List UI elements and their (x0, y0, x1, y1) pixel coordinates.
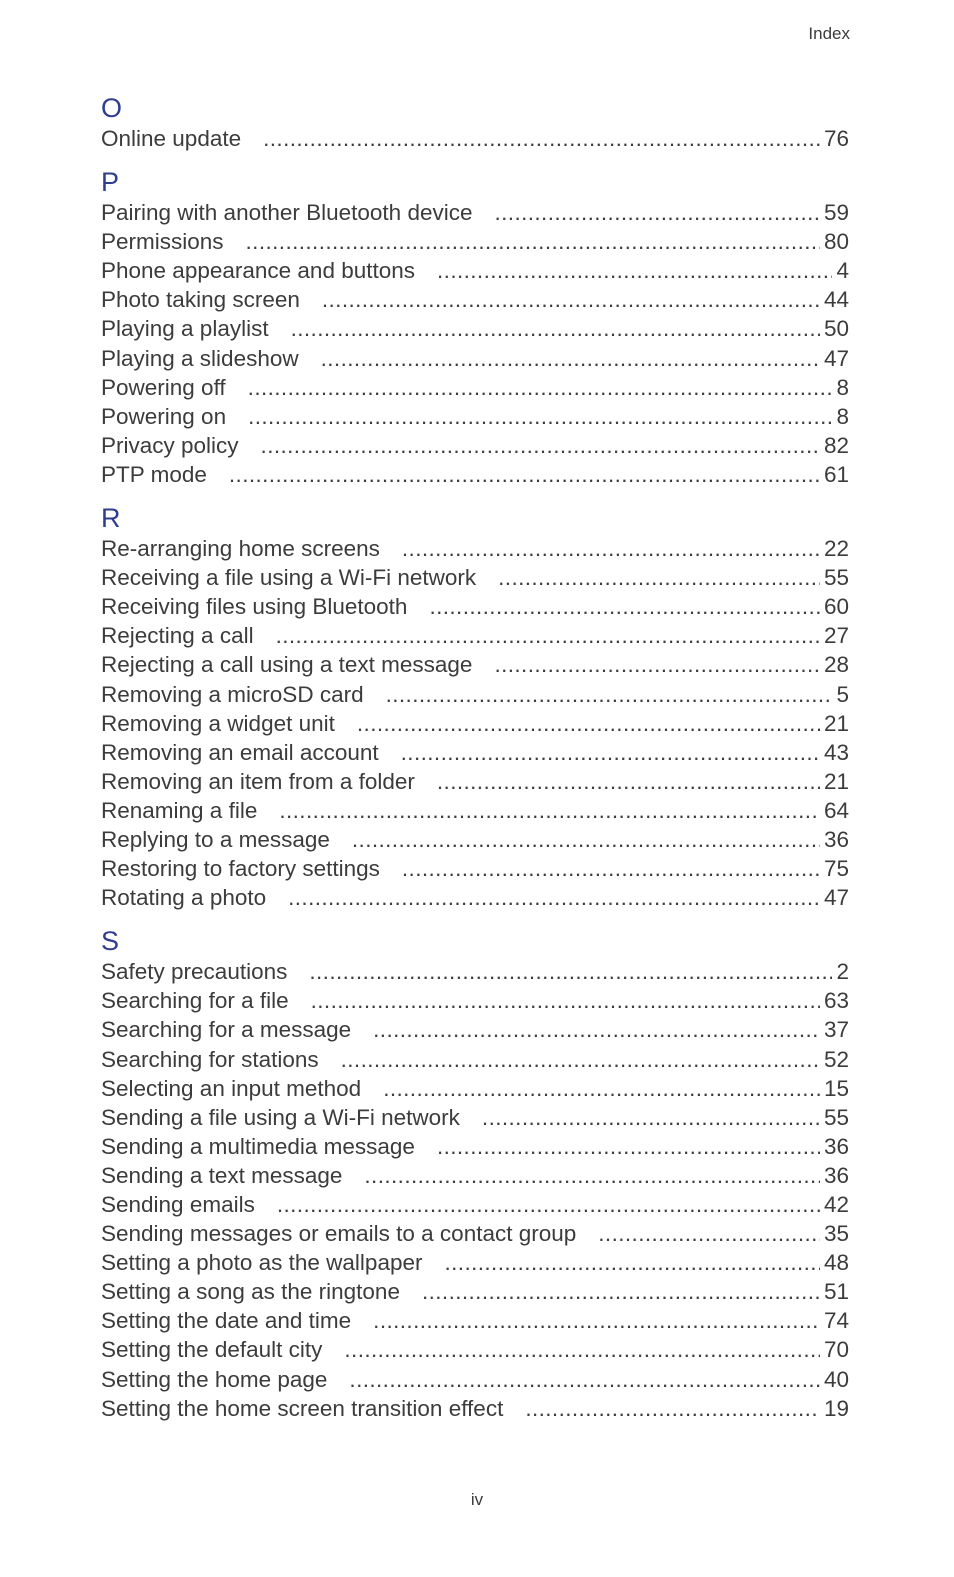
entry-page-number: 48 (823, 1250, 849, 1276)
entry-term: Replying to a message (101, 826, 330, 852)
entry-page-number: 42 (823, 1192, 849, 1217)
dot-leader (248, 402, 832, 431)
dot-leader (444, 1248, 819, 1277)
dot-leader (291, 314, 820, 343)
entry-term: Pairing with another Bluetooth device (101, 200, 473, 226)
dot-leader (309, 957, 832, 986)
dot-leader (349, 1365, 820, 1394)
dot-leader (261, 431, 820, 460)
entry-page-number: 50 (823, 316, 849, 342)
entry-page-number: 22 (823, 536, 849, 562)
section-letter: R (101, 503, 121, 534)
dot-leader (352, 825, 820, 854)
index-entry (101, 854, 849, 883)
index-section (101, 502, 849, 912)
entry-term: Selecting an input method (101, 1075, 362, 1101)
dot-leader (341, 1045, 820, 1074)
index-entry (101, 1015, 849, 1044)
entry-page-number: 80 (823, 229, 849, 255)
section-letter: S (101, 926, 120, 957)
entry-term: Phone appearance and buttons (101, 258, 416, 284)
entry-page-number: 76 (823, 126, 849, 151)
entry-page-number: 5 (836, 681, 849, 707)
entry-page-number: 47 (823, 345, 849, 371)
entry-page-number: 35 (823, 1221, 849, 1247)
dot-leader (229, 460, 820, 489)
dot-leader (402, 534, 820, 563)
index-section (101, 92, 849, 153)
entry-term: PTP mode (101, 461, 207, 487)
index-entry (101, 285, 849, 314)
entry-page-number: 28 (823, 652, 849, 678)
running-head: Index (808, 24, 850, 43)
dot-leader (276, 621, 820, 650)
entry-page-number: 59 (823, 200, 849, 226)
section-letter: O (101, 93, 123, 123)
index-entry (101, 1219, 849, 1248)
entry-term: Receiving files using Bluetooth (101, 594, 408, 620)
dot-leader (248, 373, 833, 402)
index-entry (101, 1365, 849, 1394)
dot-leader (429, 592, 820, 621)
index-entry (101, 1190, 849, 1219)
entry-term: Rejecting a call using a text message (101, 652, 473, 678)
index-entry (101, 1394, 849, 1423)
entry-page-number: 47 (823, 885, 849, 911)
dot-leader (364, 1161, 820, 1190)
index-entry (101, 460, 849, 489)
index-entry (101, 621, 849, 650)
index-entry (101, 534, 849, 563)
page-number: iv (470, 1490, 484, 1509)
dot-leader (344, 1335, 820, 1364)
dot-leader (437, 1132, 820, 1161)
index-entry (101, 344, 849, 373)
dot-leader (383, 1074, 820, 1103)
entry-page-number: 36 (823, 826, 849, 852)
dot-leader (357, 709, 820, 738)
index-entry (101, 402, 849, 431)
dot-leader (279, 796, 820, 825)
entry-term: Setting the home page (101, 1366, 328, 1392)
entry-page-number: 21 (823, 710, 849, 736)
index-entry (101, 198, 849, 227)
index-entry (101, 256, 849, 285)
dot-leader (598, 1219, 820, 1248)
entry-term: Sending a multimedia message (101, 1133, 415, 1159)
index-entry (101, 1045, 849, 1074)
dot-leader (402, 854, 820, 883)
entry-term: Photo taking screen (101, 287, 300, 313)
dot-leader (437, 767, 820, 796)
entry-page-number: 40 (823, 1366, 849, 1392)
entry-term: Setting the date and time (101, 1308, 352, 1334)
entry-page-number: 55 (823, 565, 849, 591)
index-entry (101, 680, 849, 709)
entry-page-number: 70 (823, 1337, 849, 1363)
entry-term: Online update (101, 126, 242, 151)
entry-term: Searching for a message (101, 1017, 352, 1043)
entry-page-number: 36 (823, 1133, 849, 1159)
entry-page-number: 61 (823, 461, 849, 487)
index-section (101, 166, 849, 489)
dot-leader (386, 680, 833, 709)
entry-page-number: 8 (836, 374, 849, 400)
entry-term: Playing a playlist (101, 316, 269, 342)
index-entry (101, 592, 849, 621)
entry-term: Privacy policy (101, 432, 239, 458)
entry-term: Searching for a file (101, 988, 289, 1014)
entry-page-number: 63 (823, 988, 849, 1014)
entry-term: Restoring to factory settings (101, 856, 380, 882)
entry-term: Setting a song as the ringtone (101, 1279, 400, 1305)
entry-term: Permissions (101, 229, 224, 255)
dot-leader (263, 124, 820, 153)
dot-leader (288, 883, 820, 912)
index-entry (101, 431, 849, 460)
index-entry (101, 124, 849, 153)
entry-term: Rejecting a call (101, 623, 254, 649)
entry-term: Removing a microSD card (101, 681, 364, 707)
entry-term: Rotating a photo (101, 885, 267, 911)
index-entry (101, 825, 849, 854)
entry-term: Sending a text message (101, 1162, 343, 1188)
index-entry (101, 1335, 849, 1364)
entry-page-number: 27 (823, 623, 849, 649)
entry-page-number: 43 (823, 739, 849, 765)
entry-term: Re-arranging home screens (101, 536, 380, 562)
entry-page-number: 74 (823, 1308, 849, 1334)
entry-page-number: 60 (823, 594, 849, 620)
entry-term: Powering off (101, 374, 226, 400)
index-entry (101, 227, 849, 256)
index-entry (101, 883, 849, 912)
index-entry (101, 1132, 849, 1161)
index-entry (101, 563, 849, 592)
dot-leader (494, 198, 819, 227)
entry-term: Renaming a file (101, 797, 258, 823)
index-entry (101, 314, 849, 343)
entry-page-number: 2 (836, 959, 849, 985)
entry-page-number: 21 (823, 768, 849, 794)
entry-term: Setting the home screen transition effect (101, 1395, 504, 1421)
entry-page-number: 19 (823, 1395, 849, 1421)
index-entry (101, 986, 849, 1015)
section-letter: P (101, 167, 120, 198)
entry-term: Searching for stations (101, 1046, 319, 1072)
entry-term: Removing an item from a folder (101, 768, 415, 794)
entry-term: Sending messages or emails to a contact group (101, 1221, 577, 1247)
dot-leader (277, 1190, 820, 1219)
index-entry (101, 650, 849, 679)
dot-leader (525, 1394, 820, 1423)
index-entry (101, 767, 849, 796)
dot-leader (373, 1306, 820, 1335)
entry-term: Powering on (101, 403, 227, 429)
entry-term: Playing a slideshow (101, 345, 299, 371)
index-entry (101, 1161, 849, 1190)
index-entry (101, 796, 849, 825)
dot-leader (322, 285, 820, 314)
entry-page-number: 51 (823, 1279, 849, 1305)
entry-page-number: 44 (823, 287, 849, 313)
entry-page-number: 64 (823, 797, 849, 823)
entry-page-number: 37 (823, 1017, 849, 1043)
index-entry (101, 1103, 849, 1132)
entry-term: Receiving a file using a Wi-Fi network (101, 565, 477, 591)
index-entry (101, 373, 849, 402)
index-section (101, 925, 849, 1423)
dot-leader (422, 1277, 820, 1306)
entry-term: Setting the default city (101, 1337, 323, 1363)
entry-term: Safety precautions (101, 959, 288, 985)
index-entry (101, 1306, 849, 1335)
entry-term: Sending a file using a Wi-Fi network (101, 1104, 460, 1130)
entry-page-number: 4 (836, 258, 849, 284)
index-entry (101, 1074, 849, 1103)
index-entry (101, 1248, 849, 1277)
dot-leader (311, 986, 820, 1015)
index-entry (101, 709, 849, 738)
entry-page-number: 8 (836, 403, 849, 429)
index-entry (101, 957, 849, 986)
dot-leader (482, 1103, 820, 1132)
dot-leader (494, 650, 820, 679)
entry-term: Removing an email account (101, 739, 379, 765)
index-entry (101, 1277, 849, 1306)
entry-page-number: 55 (823, 1104, 849, 1130)
entry-page-number: 36 (823, 1162, 849, 1188)
dot-leader (373, 1015, 820, 1044)
entry-page-number: 75 (823, 856, 849, 882)
dot-leader (246, 227, 820, 256)
entry-term: Setting a photo as the wallpaper (101, 1250, 423, 1276)
dot-leader (498, 563, 820, 592)
dot-leader (401, 738, 820, 767)
entry-term: Sending emails (101, 1192, 255, 1217)
entry-page-number: 15 (823, 1075, 849, 1101)
dot-leader (321, 344, 820, 373)
index-body (101, 92, 849, 1423)
entry-page-number: 82 (823, 432, 849, 458)
entry-page-number: 52 (823, 1046, 849, 1072)
entry-term: Removing a widget unit (101, 710, 335, 736)
index-entry (101, 738, 849, 767)
dot-leader (437, 256, 832, 285)
